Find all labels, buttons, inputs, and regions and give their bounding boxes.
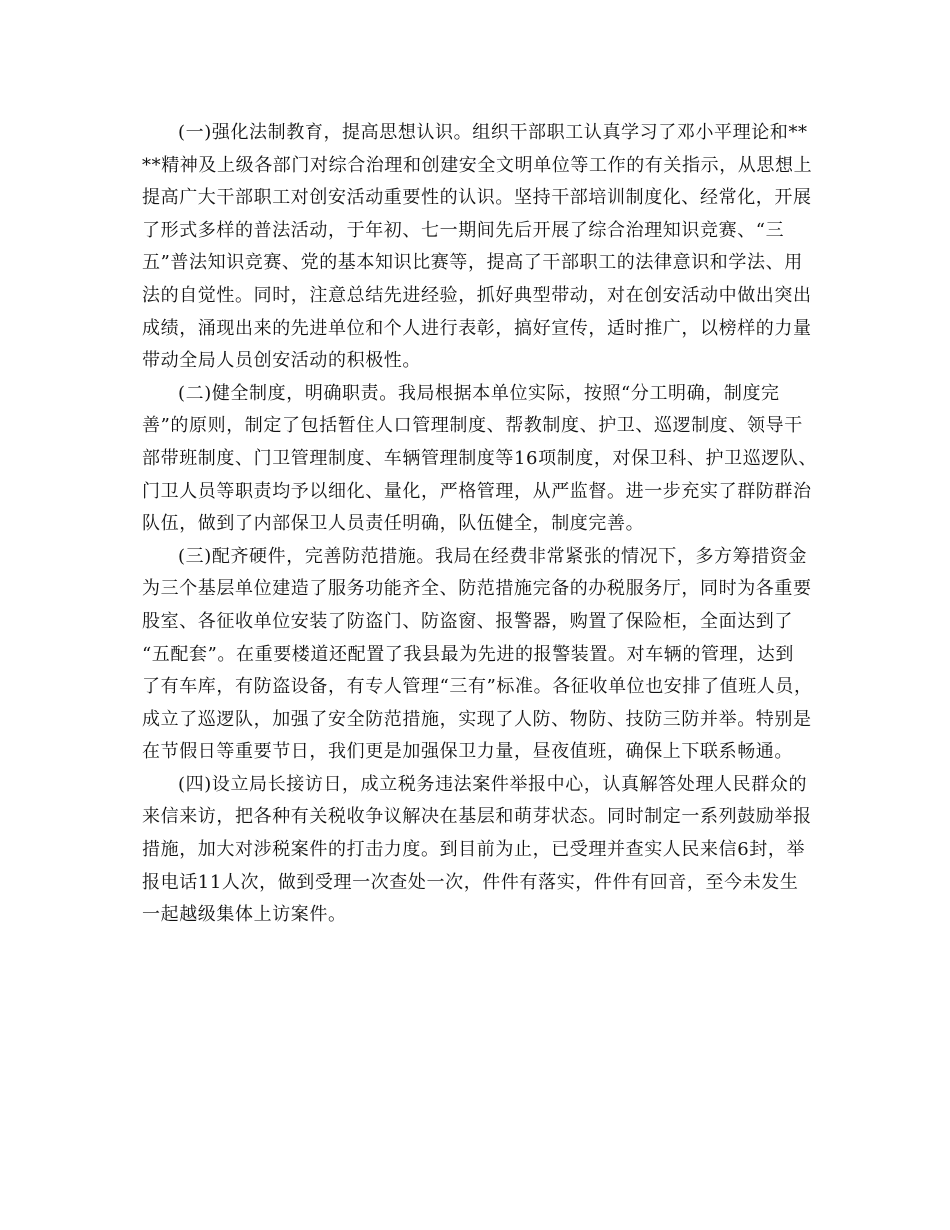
text-line: (四)设立局长接访日，成立税务违法案件举报中心，认真解答处理人民群众的 xyxy=(178,773,808,795)
text-line: (一)强化法制教育，提高思想认识。组织干部职工认真学习了邓小平理论和** xyxy=(178,122,808,143)
text-line: 成绩，涌现出来的先进单位和个人进行表彰，搞好宣传，适时推广，以榜样的力量 xyxy=(142,317,812,339)
text-line: 措施，加大对涉税案件的打击力度。到目前为止，已受理并查实人民来信6封，举 xyxy=(142,839,806,861)
text-line: 来信来访，把各种有关税收争议解决在基层和萌芽状态。同时制定一系列鼓励举报 xyxy=(142,806,812,828)
text-line: 为三个基层单位建造了服务功能齐全、防范措施完备的办税服务厅，同时为各重要 xyxy=(142,578,812,600)
paragraph-3 xyxy=(142,541,822,769)
text-line: 一起越级集体上访案件。 xyxy=(142,904,347,926)
text-line: 部带班制度、门卫管理制度、车辆管理制度等16项制度，对保卫科、护卫巡逻队、 xyxy=(142,447,818,469)
text-line: 带动全局人员创安活动的积极性。 xyxy=(142,350,421,372)
text-line: “五配套”。在重要楼道还配置了我县最为先进的报警装置。对车辆的管理，达到 xyxy=(142,643,795,665)
text-line: **精神及上级各部门对综合治理和创建安全文明单位等工作的有关指示，从思想上 xyxy=(142,154,813,176)
text-line: 了形式多样的普法活动，于年初、七一期间先后开展了综合治理知识竞赛、“三 xyxy=(142,219,785,241)
text-line: 门卫人员等职责均予以细化、量化，严格管理，从严监督。进一步充实了群防群治 xyxy=(142,480,812,502)
text-line: 提高广大干部职工对创安活动重要性的认识。坚持干部培训制度化、经常化，开展 xyxy=(142,187,812,209)
text-line: 在节假日等重要节日，我们更是加强保卫力量，昼夜值班，确保上下联系畅通。 xyxy=(142,741,793,763)
paragraph-4 xyxy=(142,769,822,932)
text-line: 善”的原则，制定了包括暂住人口管理制度、帮教制度、护卫、巡逻制度、领导干 xyxy=(142,415,803,437)
text-line: 报电话11人次，做到受理一次查处一次，件件有落实，件件有回音，至今未发生 xyxy=(142,871,799,893)
document-body xyxy=(142,117,822,932)
text-line: 队伍，做到了内部保卫人员责任明确，队伍健全，制度完善。 xyxy=(142,513,645,535)
text-line: (二)健全制度，明确职责。我局根据本单位实际，按照“分工明确，制度完 xyxy=(178,382,780,404)
paragraph-2 xyxy=(142,378,822,541)
paragraph-1 xyxy=(142,117,822,378)
text-line: 法的自觉性。同时，注意总结先进经验，抓好典型带动，对在创安活动中做出突出 xyxy=(142,284,812,306)
text-line: 五”普法知识竞赛、党的基本知识比赛等，提高了干部职工的法律意识和学法、用 xyxy=(142,252,803,274)
text-line: 了有车库，有防盗设备，有专人管理“三有”标准。各征收单位也安排了值班人员， xyxy=(142,676,813,698)
text-line: 股室、各征收单位安装了防盗门、防盗窗、报警器，购置了保险柜，全面达到了 xyxy=(142,610,793,632)
text-line: (三)配齐硬件，完善防范措施。我局在经费非常紧张的情况下，多方筹措资金 xyxy=(178,545,808,567)
text-line: 成立了巡逻队，加强了安全防范措施，实现了人防、物防、技防三防并举。特别是 xyxy=(142,708,812,730)
